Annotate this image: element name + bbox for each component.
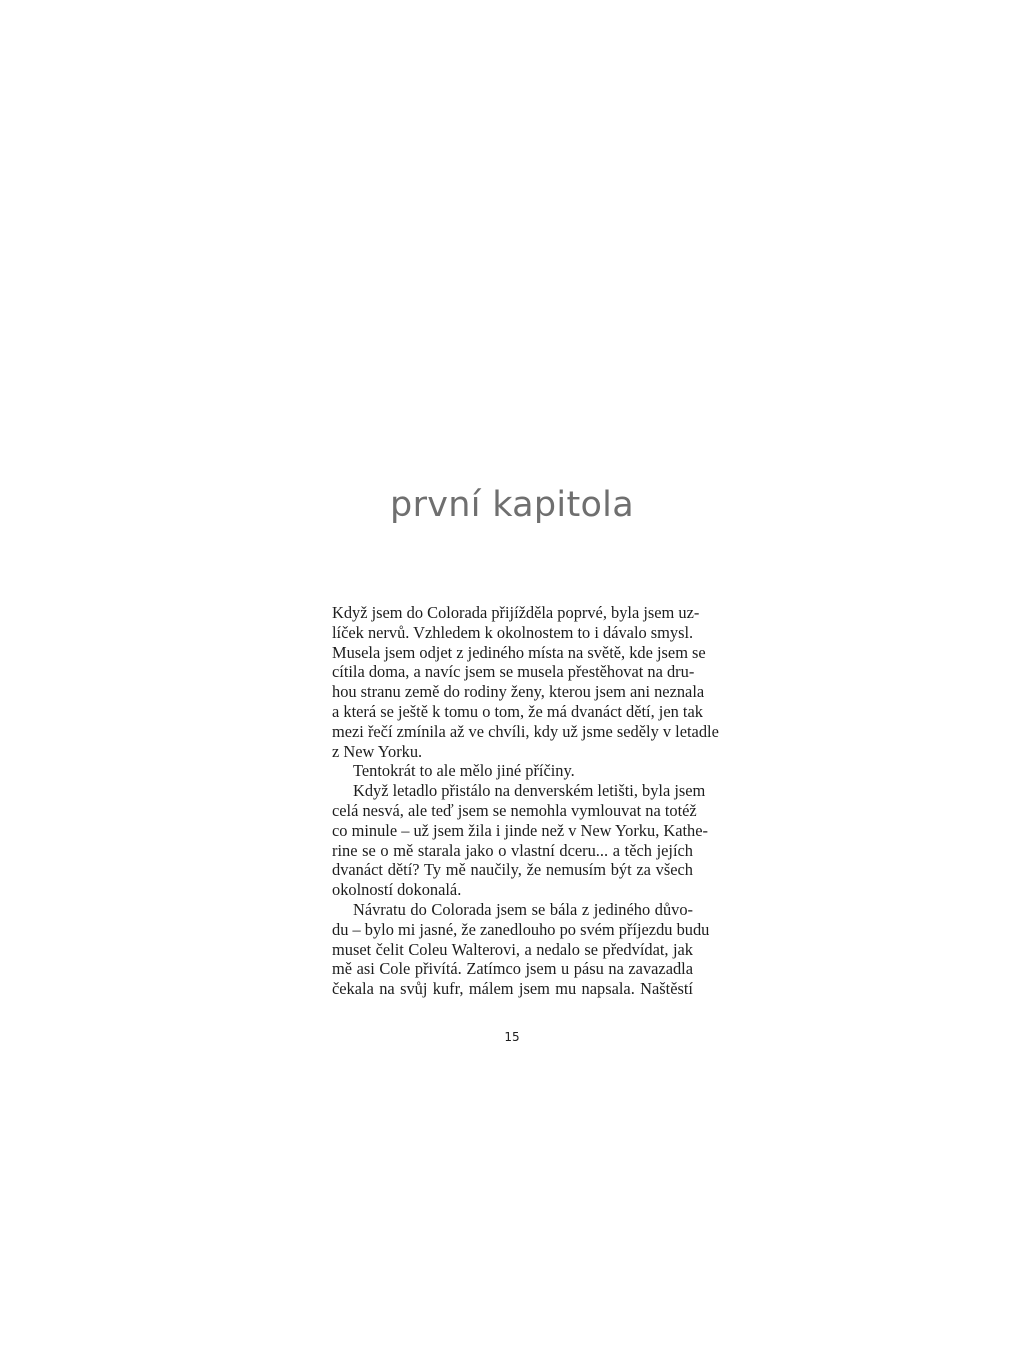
text-line: Návratu do Colorada jsem se bála z jediného důvo-	[353, 899, 693, 919]
text-line: mezi řečí zmínila až ve chvíli, kdy už jsme seděly v letadle	[332, 721, 719, 741]
text-line: celá nesvá, ale teď jsem se nemohla vymlouvat na totéž	[332, 800, 697, 820]
text-line: Když letadlo přistálo na denverském letišti, byla jsem	[353, 781, 706, 801]
body-text	[332, 603, 719, 999]
text-line: a která se ještě k tomu o tom, že má dvanáct dětí, jen tak	[332, 701, 703, 721]
text-line: du – bylo mi jasné, že zanedlouho po svém příjezdu budu	[332, 919, 710, 939]
page-number: 15	[504, 1030, 520, 1044]
text-line: čekala na svůj kufr, málem jsem mu napsala. Naštěstí	[332, 979, 693, 999]
text-line: cítila doma, a navíc jsem se musela přestěhovat na dru-	[332, 662, 695, 682]
text-line: z New Yorku.	[332, 741, 423, 761]
text-line: Když jsem do Colorada přijížděla poprvé, byla jsem uz-	[332, 603, 700, 622]
text-line: okolností dokonalá.	[332, 880, 462, 900]
text-line: muset čelit Coleu Walterovi, a nedalo se předvídat, jak	[332, 939, 693, 959]
chapter-title: první kapitola	[390, 485, 634, 525]
text-line: co minule – už jsem žila i jinde než v New Yorku, Kathe-	[332, 820, 708, 840]
text-line: hou stranu země do rodiny ženy, kterou jsem ani neznala	[332, 682, 705, 702]
text-line: líček nervů. Vzhledem k okolnostem to i dávalo smysl.	[332, 622, 694, 642]
text-line: mě asi Cole přivítá. Zatímco jsem u pásu na zavazadla	[332, 959, 693, 979]
text-line: rine se o mě starala jako o vlastní dceru... a těch jejích	[332, 840, 693, 860]
text-line: dvanáct dětí? Ty mě naučily, že nemusím být za všech	[332, 860, 693, 880]
text-line: Musela jsem odjet z jediného místa na světě, kde jsem se	[332, 642, 706, 662]
text-line: Tentokrát to ale mělo jiné příčiny.	[353, 761, 575, 781]
